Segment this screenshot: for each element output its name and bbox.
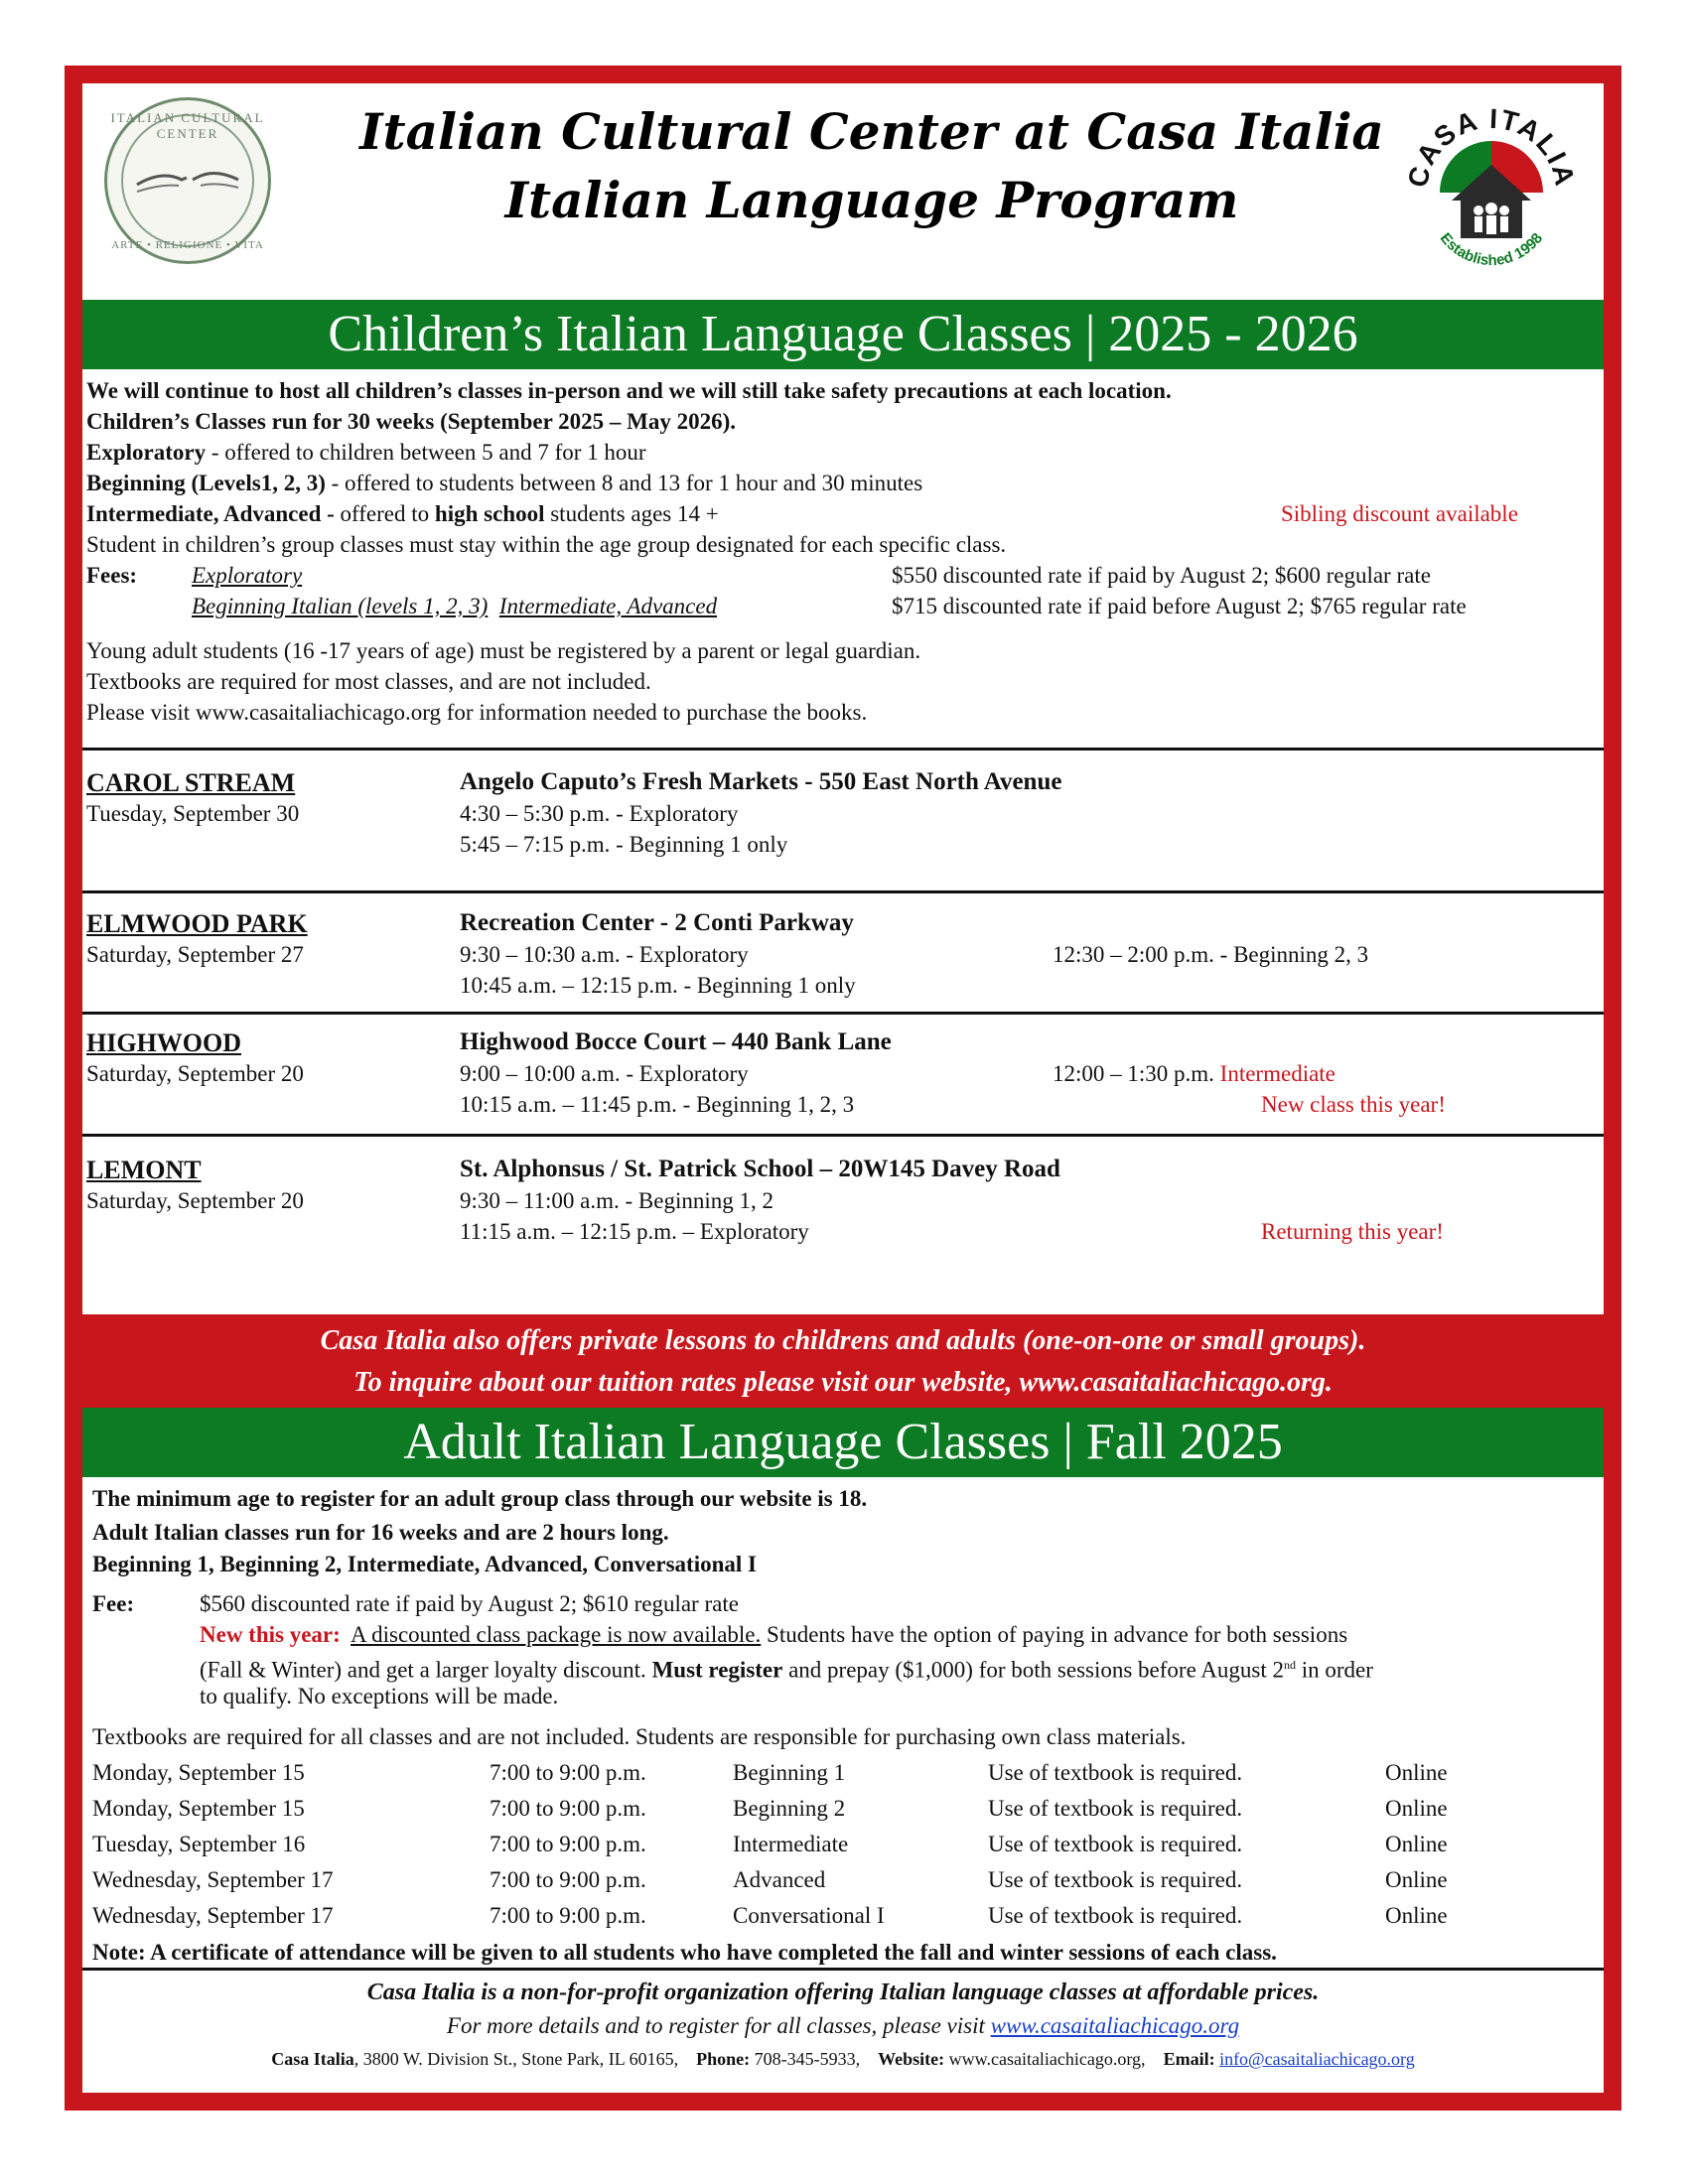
session: 10:15 a.m. – 11:45 p.m. - Beginning 1, 2, 3 [460,1092,855,1117]
website-link[interactable]: www.casaitaliachicago.org [990,2013,1240,2038]
session: 11:15 a.m. – 12:15 p.m. – Exploratory [460,1219,809,1244]
textbook-note: Textbooks are required for most classes, and are not included. [86,669,651,694]
young-adult-note: Young adult students (16 -17 years of age) must be registered by a parent or legal guardian. [86,638,921,663]
adult-levels: Beginning 1, Beginning 2, Intermediate, Advanced, Conversational I [92,1552,757,1576]
row-level: Conversational I [733,1903,885,1928]
row-level: Intermediate [733,1832,849,1856]
row-time: 7:00 to 9:00 p.m. [490,1867,646,1892]
divider [82,1134,1604,1137]
location-name: HIGHWOOD [86,1028,242,1057]
row-time: 7:00 to 9:00 p.m. [490,1832,646,1856]
adult-textbooks: Textbooks are required for all classes and are not included. Students are responsible for purchasing own class materials. [92,1724,1187,1749]
adult-fee-label: Fee: [92,1591,135,1616]
location-address: Recreation Center - 2 Conti Parkway [460,909,854,936]
row-mode: Online [1385,1760,1448,1785]
adult-heading: Adult Italian Language Classes | Fall 2025 [82,1408,1604,1477]
fees-label: Fees: [86,563,138,588]
divider [82,748,1604,751]
sibling-discount: Sibling discount available [1281,501,1518,526]
location-address: St. Alphonsus / St. Patrick School – 20W145 Davey Road [460,1156,1060,1182]
divider [82,1012,1604,1015]
email-link[interactable]: info@casaitaliachicago.org [1219,2049,1415,2069]
adult-package-line-1: New this year: A discounted class package is now available. Students have the option of paying in advance for both sessions [200,1622,1348,1647]
row-level: Beginning 1 [733,1760,846,1785]
row-level: Beginning 2 [733,1796,846,1821]
location-address: Angelo Caputo’s Fresh Markets - 550 East North Avenue [460,768,1062,795]
row-time: 7:00 to 9:00 p.m. [490,1796,646,1821]
location-name: CAROL STREAM [86,768,296,797]
session: 9:30 – 10:30 a.m. - Exploratory [460,942,749,967]
fee-exploratory-name: Exploratory [192,563,303,588]
fee-beginning-price: $715 discounted rate if paid before August 2; $765 regular rate [892,594,1467,618]
row-date: Wednesday, September 17 [92,1903,334,1928]
private-line-1: Casa Italia also offers private lessons to childrens and adults (one-on-one or small groups). [320,1325,1366,1356]
session: 4:30 – 5:30 p.m. - Exploratory [460,801,739,826]
fee-exploratory-price: $550 discounted rate if paid by August 2; $600 regular rate [892,563,1431,588]
svg-text:CASA ITALIA: CASA ITALIA [1401,102,1582,191]
private-line-2: To inquire about our tuition rates please visit our website, www.casaitaliachicago.org. [353,1367,1333,1398]
adult-duration: Adult Italian classes run for 16 weeks and are 2 hours long. [92,1520,669,1545]
new-class-note: New class this year! [1261,1092,1446,1117]
session: 12:00 – 1:30 p.m. Intermediate [1053,1061,1336,1086]
children-intro-1: We will continue to host all children’s classes in-person and we will still take safety precautions at each location. [86,378,1172,403]
row-time: 7:00 to 9:00 p.m. [490,1760,646,1785]
casa-italia-logo [1397,93,1586,282]
adult-package-line-2: (Fall & Winter) and get a larger loyalty discount. Must register and prepay ($1,000) for both sessions before August 2nd in order [200,1657,1373,1683]
hands-icon [107,100,268,261]
books-url-note: Please visit www.casaitaliachicago.org for information needed to purchase the books. [86,700,868,725]
session: 10:45 a.m. – 12:15 p.m. - Beginning 1 only [460,973,856,998]
row-mode: Online [1385,1796,1448,1821]
cultural-center-seal [104,97,271,264]
group-rule: Student in children’s group classes must stay within the age group designated for each specific class. [86,532,1007,557]
row-textbook: Use of textbook is required. [988,1903,1243,1928]
row-date: Tuesday, September 16 [92,1832,306,1856]
certificate-note: Note: A certificate of attendance will be given to all students who have completed the fall and winter sessions of each class. [92,1940,1277,1965]
divider [82,890,1604,893]
location-date: Saturday, September 27 [86,942,304,967]
title-line-1: Italian Cultural Center at Casa Italia [359,102,1384,161]
session: 9:30 – 11:00 a.m. - Beginning 1, 2 [460,1188,774,1213]
session: 5:45 – 7:15 p.m. - Beginning 1 only [460,832,788,857]
row-date: Monday, September 15 [92,1796,305,1821]
row-textbook: Use of textbook is required. [988,1867,1243,1892]
svg-text:Established 1998: Established 1998 [1436,229,1547,270]
adult-package-line-3: to qualify. No exceptions will be made. [200,1684,559,1708]
contact-line: Casa Italia, 3800 W. Division St., Stone Park, IL 60165, Phone: 708-345-5933, Website: www.casaitaliachicago.org, Email: info@casaitaliachicago.org [271,2049,1415,2069]
row-textbook: Use of textbook is required. [988,1796,1243,1821]
row-date: Monday, September 15 [92,1760,305,1785]
location-name: LEMONT [86,1156,202,1184]
session: 9:00 – 10:00 a.m. - Exploratory [460,1061,749,1086]
location-date: Tuesday, September 30 [86,801,300,826]
session: 12:30 – 2:00 p.m. - Beginning 2, 3 [1053,942,1369,967]
seal-top-text: ITALIAN CULTURAL CENTER [110,110,265,141]
location-date: Saturday, September 20 [86,1061,304,1086]
intermediate-line: Intermediate, Advanced - offered to high school students ages 14 + [86,501,719,526]
private-lessons-banner [82,1314,1604,1408]
fee-beginning-name: Beginning Italian (levels 1, 2, 3) Intermediate, Advanced [192,594,718,618]
adult-min-age: The minimum age to register for an adult group class through our website is 18. [92,1486,868,1511]
row-time: 7:00 to 9:00 p.m. [490,1903,646,1928]
row-textbook: Use of textbook is required. [988,1760,1243,1785]
program-title [301,97,1443,234]
page-frame [65,66,1621,2111]
beginning-line: Beginning (Levels1, 2, 3) - offered to students between 8 and 13 for 1 hour and 30 minutes [86,471,923,495]
adult-fee-text: $560 discounted rate if paid by August 2; $610 regular rate [200,1591,739,1616]
row-level: Advanced [733,1867,826,1892]
returning-note: Returning this year! [1261,1219,1444,1244]
details-line: For more details and to register for all classes, please visit www.casaitaliachicago.org [446,2013,1240,2038]
row-mode: Online [1385,1903,1448,1928]
children-heading: Children’s Italian Language Classes | 2025 - 2026 [82,300,1604,369]
title-line-2: Italian Language Program [504,171,1239,229]
row-textbook: Use of textbook is required. [988,1832,1243,1856]
nonprofit-statement: Casa Italia is a non-for-profit organization offering Italian language classes at affordable prices. [366,1979,1320,2005]
seal-bottom-text: ARTE • RELIGIONE • VITA [111,239,264,251]
location-address: Highwood Bocce Court – 440 Bank Lane [460,1028,892,1055]
row-mode: Online [1385,1867,1448,1892]
divider [82,1968,1604,1971]
row-date: Wednesday, September 17 [92,1867,334,1892]
location-date: Saturday, September 20 [86,1188,304,1213]
children-intro-2: Children’s Classes run for 30 weeks (September 2025 – May 2026). [86,409,736,434]
exploratory-line: Exploratory - offered to children between 5 and 7 for 1 hour [86,440,646,465]
location-name: ELMWOOD PARK [86,909,308,938]
row-mode: Online [1385,1832,1448,1856]
